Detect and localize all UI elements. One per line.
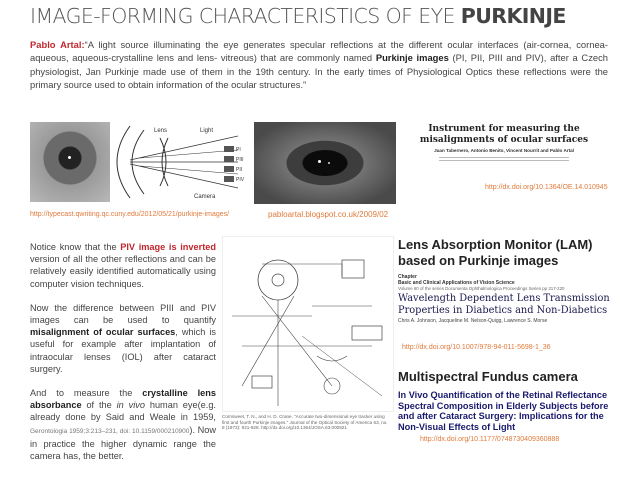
link-typecast[interactable]: http://typecast.qwriting.qc.cuny.edu/2012/05/21/purkinje-images/ xyxy=(30,211,230,218)
intro-text-2: (PI, PII, PIII and PIV), after a Czech physiologist, Jan Purkinje made use of them in the 19th century. In the early times of Physiological Optics these reflections were the primary source used to obtain information of the ocular structures.” xyxy=(30,52,608,91)
intro-paragraph xyxy=(30,38,608,92)
lam-series: Basic and Clinical Applications of Vision Science xyxy=(398,280,515,286)
lam-heading: Lens Absorption Monitor (LAM) based on Purkinje images xyxy=(398,237,593,268)
link-doi-springer[interactable]: http://dx.doi.org/10.1007/978-94-011-5698-1_36 xyxy=(402,344,551,351)
link-doi-sage[interactable]: http://dx.doi.org/10.1177/0748730409360888 xyxy=(420,436,560,443)
intro-author: Pablo Artal: xyxy=(30,39,85,50)
eye-photo-left xyxy=(30,122,110,202)
diagram-label-lens: Lens xyxy=(154,128,168,134)
eye-tracker-drawing xyxy=(222,236,394,412)
page-title-bold: PURKINJE xyxy=(460,4,566,28)
lam-chapter-snippet xyxy=(398,274,610,324)
center-caption: Cornsweet, T. N., and H. D. Crane. "Accurate two-dimensional eye tracker using first and fourth Purkinje images." Journal of the Optical Society of America 63, no. 8 (1973): 921-928. http://dx.doi.org/10.1364/JOSA.63.000921 xyxy=(222,414,388,431)
link-pabloartal[interactable]: pabloartal.blogspot.co.uk/2009/02 xyxy=(268,210,389,219)
lam-paper-title: Wavelength Dependent Lens Transmission Properties in Diabetics and Non-Diabetics xyxy=(398,293,610,316)
diagram-label-piv: PIV xyxy=(236,177,245,183)
diagram-label-camera: Camera xyxy=(194,194,216,200)
left-paragraph-2: Now the difference between PIII and PIV images can be used to quantify misalignment of ocular surfaces, which is useful for example after implantation of intraocular lenses (IOL) after cataract surgery. xyxy=(30,302,216,374)
intro-bold: Purkinje images xyxy=(375,52,449,64)
link-doi-oe[interactable]: http://dx.doi.org/10.1364/OE.14.010945 xyxy=(485,184,608,191)
left-paragraph-1: Notice know that the PIV image is inverted version of all the other reflections and can be relatively easily identified automatically using computer vision techniques. xyxy=(30,242,216,289)
fundus-heading: Multispectral Fundus camera xyxy=(398,369,578,384)
fundus-paper-title: In Vivo Quantification of the Retinal Reflectance Spectral Composition in Elderly Subjects before and after Cataract Surgery: Implications for the Non-Visual Effects of Light xyxy=(398,390,609,432)
optics-diagram xyxy=(110,122,250,202)
diagram-label-pi: PI xyxy=(236,147,241,153)
purkinje-reflex-1 xyxy=(318,160,321,163)
eye-photo-center xyxy=(254,122,396,204)
intro-text-1: “A light source illuminating the eye generates specular reflections at the different ocular interfaces (air-cornea, cornea-aqueous, aqueous-crystalline lens and lens- vitreous) that are commonly named xyxy=(30,39,609,64)
purkinje-reflex-spot xyxy=(68,156,71,159)
left-paragraph-3: And to measure the crystalline lens absorbance of the in vivo human eye(e.g. already done by Said and Weale in 1959, Gerontologia 1959;3:213–231, doi: 10.1159/000210900). Now in practice the higher dynamic range the camera has, the better. xyxy=(30,388,216,462)
diagram-label-piii: PIII xyxy=(236,157,244,163)
eye-tracker-drawing-svg xyxy=(222,236,394,412)
lam-authors: Chris A. Johnson, Jacqueline M. Nelson-Quigg, Lawrence S. Morse xyxy=(398,318,548,324)
paper-oe-title: Instrument for measuring the misalignments of ocular surfaces xyxy=(419,124,589,145)
paper-oe-body-lines xyxy=(439,157,569,161)
paper-snippet-oe xyxy=(400,124,608,174)
left-column xyxy=(30,241,216,462)
optics-diagram-svg xyxy=(110,122,250,202)
purkinje-reflex-2 xyxy=(328,162,330,164)
diagram-label-pii: PII xyxy=(236,167,243,173)
paper-oe-authors: Juan Tabernero, Antonio Benito, Vincent Nourrit and Pablo Artal xyxy=(434,148,574,153)
lam-chapter-label: Chapter xyxy=(398,274,417,280)
page-title: IMAGE-FORMING CHARACTERISTICS OF EYE PURKINJE xyxy=(30,4,566,28)
lam-volume: Volume 60 of the series Documenta Ophthalmologica Proceedings Series pp 217-220 xyxy=(398,286,565,291)
diagram-label-light: Light xyxy=(200,128,214,134)
